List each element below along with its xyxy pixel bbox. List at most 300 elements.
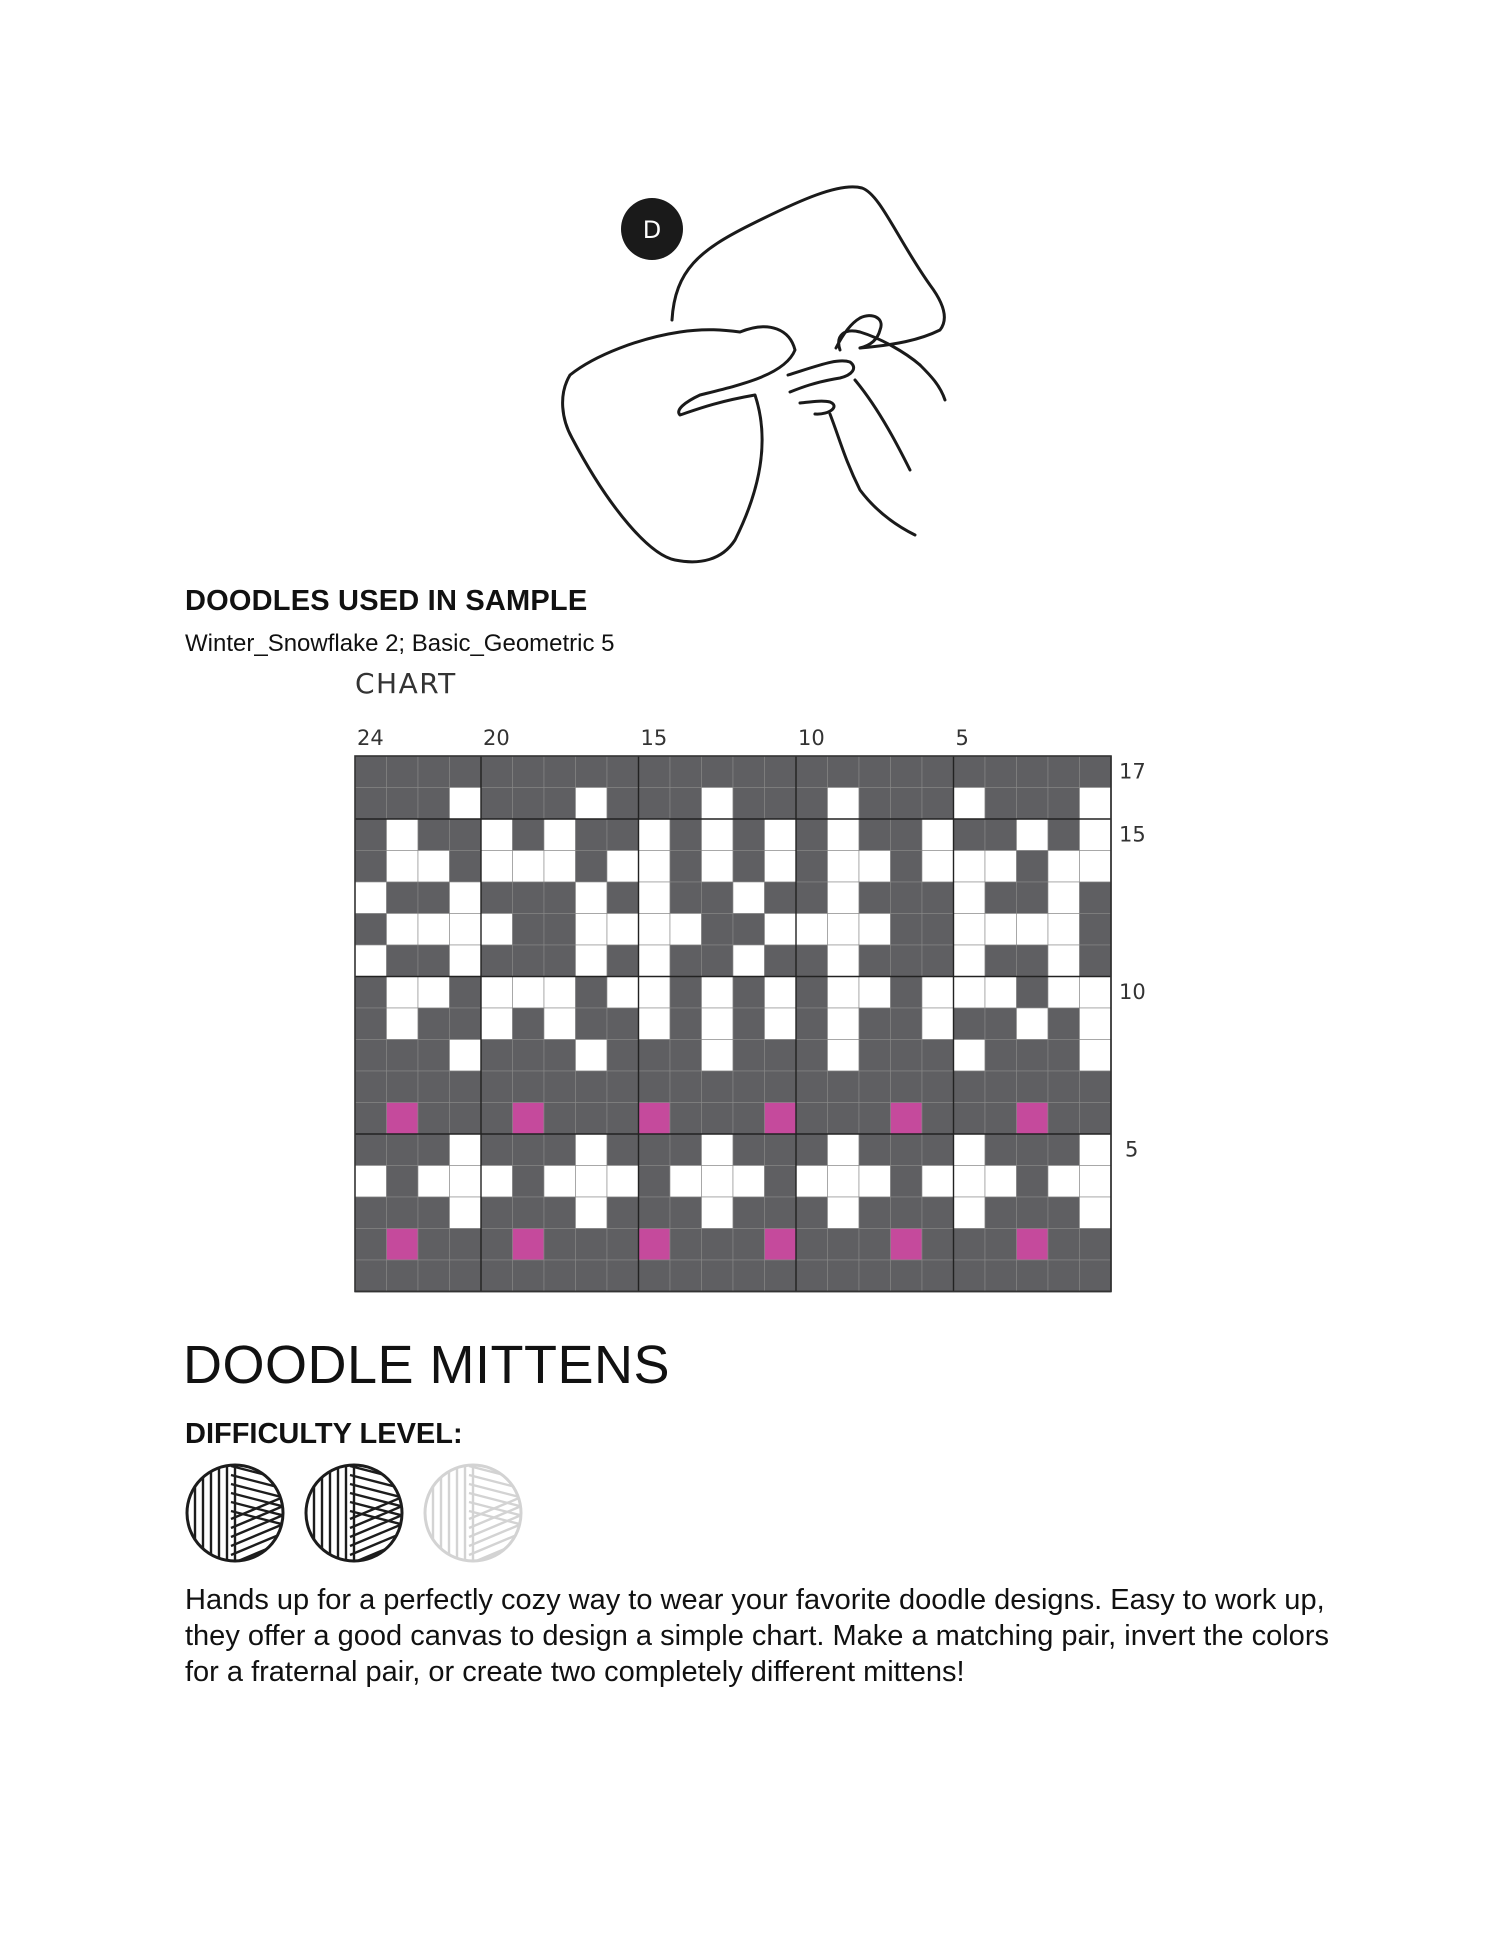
chart-cell [1048,1071,1080,1103]
chart-cell [481,1008,513,1040]
chart-cell [859,1197,891,1229]
chart-cell [481,1134,513,1166]
chart-cell [1017,1260,1049,1292]
chart-cell [859,914,891,946]
chart-cell [481,1103,513,1135]
chart-cell [481,756,513,788]
chart-cell [418,914,450,946]
chart-cell [765,1008,797,1040]
chart-cell [450,882,482,914]
chart-cell [985,882,1017,914]
chart-cell [702,882,734,914]
chart-cell [859,1229,891,1261]
chart-cell [576,1260,608,1292]
chart-cell [355,977,387,1009]
chart-cell [1080,1166,1112,1198]
chart-cell [450,1008,482,1040]
chart-cell [576,1166,608,1198]
chart-cell [450,1040,482,1072]
mitten-hand-illustration [500,170,1000,570]
chart-cell [513,1103,545,1135]
chart-cell [450,914,482,946]
chart-cell [513,977,545,1009]
chart-cell [513,1008,545,1040]
chart-cell [450,977,482,1009]
yarn-ball-filled-icon [187,1460,293,1564]
chart-cell [733,851,765,883]
chart-cell [576,914,608,946]
chart-cell [1080,1134,1112,1166]
chart-cell [1048,1229,1080,1261]
chart-cell [481,882,513,914]
chart-cell [513,882,545,914]
chart-cell [481,1166,513,1198]
chart-cell [670,1197,702,1229]
chart-cell [670,1103,702,1135]
chart-cell [765,1134,797,1166]
chart-cell [796,1260,828,1292]
chart-cell [387,1008,419,1040]
chart-cell [1080,788,1112,820]
chart-cell [1080,882,1112,914]
chart-cell [1017,819,1049,851]
chart-cell [670,1260,702,1292]
chart-cell [607,1008,639,1040]
chart-cell [355,1103,387,1135]
chart-cell [418,1229,450,1261]
chart-cell [481,1260,513,1292]
chart-row-label: 17 [1119,759,1146,784]
chart-cell [985,1166,1017,1198]
chart-cell [1017,1134,1049,1166]
chart-cell [670,945,702,977]
colorwork-chart [340,720,1200,1300]
chart-cell [1048,1103,1080,1135]
chart-cell [355,1040,387,1072]
chart-cell [702,788,734,820]
chart-cell [796,945,828,977]
chart-cell [1017,977,1049,1009]
chart-cell [985,1008,1017,1040]
chart-cell [387,1260,419,1292]
chart-cell [1080,1040,1112,1072]
chart-cell [387,1166,419,1198]
chart-cell [859,977,891,1009]
chart-cell [607,1071,639,1103]
chart-cell [733,756,765,788]
chart-cell [450,1071,482,1103]
chart-cell [891,1071,923,1103]
chart-cell [954,1008,986,1040]
chart-cell [670,1229,702,1261]
chart-cell [702,945,734,977]
chart-cell [828,977,860,1009]
chart-cell [796,1166,828,1198]
chart-cell [922,914,954,946]
chart-cell [954,1197,986,1229]
chart-cell [607,788,639,820]
chart-cell [985,914,1017,946]
chart-cell [922,1071,954,1103]
chart-cell [450,1229,482,1261]
chart-cell [922,851,954,883]
chart-cell [765,756,797,788]
chart-cell [639,1260,671,1292]
chart-cell [418,819,450,851]
chart-cell [418,756,450,788]
chart-cell [355,1197,387,1229]
chart-cell [828,945,860,977]
chart-cell [670,1008,702,1040]
chart-cell [922,1197,954,1229]
chart-cell [765,819,797,851]
chart-cell [702,1197,734,1229]
chart-cell [733,1040,765,1072]
chart-cell [639,851,671,883]
chart-cell [828,1260,860,1292]
chart-cell [733,1197,765,1229]
chart-cell [576,819,608,851]
chart-cell [733,1103,765,1135]
chart-cell [1017,1040,1049,1072]
chart-cell [922,1040,954,1072]
chart-cell [481,914,513,946]
chart-cell [544,851,576,883]
chart-cell [544,1071,576,1103]
chart-cell [891,1260,923,1292]
chart-cell [576,882,608,914]
chart-cell [891,1229,923,1261]
chart-cell [1048,1166,1080,1198]
chart-cell [922,788,954,820]
chart-cell [1048,1040,1080,1072]
chart-cell [544,1166,576,1198]
doodles-used-heading: DOODLES USED IN SAMPLE [185,585,588,617]
chart-cell [859,1260,891,1292]
chart-cell [639,945,671,977]
chart-cell [702,851,734,883]
chart-cell [607,1197,639,1229]
chart-cell [796,1008,828,1040]
pattern-title: DOODLE MITTENS [183,1335,671,1395]
chart-cell [544,1260,576,1292]
chart-cell [1080,945,1112,977]
chart-cell [387,1197,419,1229]
chart-cell [954,1134,986,1166]
chart-cell [702,1103,734,1135]
chart-cell [1017,945,1049,977]
chart-cell [828,1103,860,1135]
chart-cell [733,1134,765,1166]
chart-cell [891,1040,923,1072]
chart-cell [418,977,450,1009]
chart-cell [481,819,513,851]
chart-cell [1048,819,1080,851]
chart-cell [450,851,482,883]
chart-cell [639,1071,671,1103]
chart-cell [481,1071,513,1103]
chart-cell [891,977,923,1009]
chart-cell [639,1166,671,1198]
chart-cell [828,1040,860,1072]
chart-cell [1048,977,1080,1009]
chart-cell [607,819,639,851]
chart-cell [1080,756,1112,788]
chart-cell [733,1229,765,1261]
chart-cell [607,1103,639,1135]
chart-cell [1080,977,1112,1009]
chart-cell [639,1197,671,1229]
chart-cell [355,1229,387,1261]
chart-cell [702,1166,734,1198]
yarn-ball-empty-icon [425,1460,531,1564]
chart-cell [828,1134,860,1166]
chart-cell [859,756,891,788]
chart-cell [355,788,387,820]
chart-cell [450,1260,482,1292]
chart-cell [418,1040,450,1072]
chart-cell [576,1229,608,1261]
chart-cell [796,1103,828,1135]
chart-cell [859,788,891,820]
chart-cell [387,977,419,1009]
chart-cell [513,914,545,946]
chart-cell [733,1071,765,1103]
chart-cell [891,882,923,914]
pattern-description: Hands up for a perfectly cozy way to wear your favorite doodle designs. Easy to work up, they offer a good canvas to design a simple chart. Make a matching pair, invert the colors for a fraternal pair, or create two completely different mittens! [185,1584,1329,1688]
chart-cell [576,851,608,883]
chart-cell [387,1040,419,1072]
chart-cell [607,851,639,883]
chart-cell [765,1071,797,1103]
chart-cell [544,756,576,788]
chart-cell [702,977,734,1009]
chart-cell [796,914,828,946]
chart-cell [828,1229,860,1261]
chart-cell [702,819,734,851]
chart-cell [1080,819,1112,851]
chart-cell [355,882,387,914]
chart-cell [355,945,387,977]
chart-cell [355,819,387,851]
chart-cell [607,945,639,977]
chart-cell [1080,1071,1112,1103]
chart-cell [576,945,608,977]
chart-cell [859,945,891,977]
chart-cell [450,756,482,788]
chart-cell [1017,1229,1049,1261]
chart-cell [607,1040,639,1072]
chart-cell [891,1166,923,1198]
chart-cell [702,1008,734,1040]
chart-cell [891,788,923,820]
chart-cell [607,977,639,1009]
chart-cell [765,977,797,1009]
chart-cell [387,1134,419,1166]
chart-cell [513,945,545,977]
chart-cell [355,756,387,788]
chart-cell [891,945,923,977]
chart-cell [859,851,891,883]
chart-cell [922,945,954,977]
chart-cell [891,1197,923,1229]
chart-cell [513,788,545,820]
chart-cell [1048,914,1080,946]
chart-cell [544,914,576,946]
chart-cell [607,756,639,788]
chart-cell [481,851,513,883]
chart-cell [702,914,734,946]
chart-cell [450,1134,482,1166]
front-mitten-outline [563,327,795,562]
chart-row-label: 5 [1125,1137,1139,1162]
chart-cell [1048,1134,1080,1166]
chart-cell [954,851,986,883]
chart-cell [828,1166,860,1198]
chart-cell [1080,1103,1112,1135]
chart-cell [891,756,923,788]
chart-cell [513,1229,545,1261]
chart-cell [828,882,860,914]
chart-cell [418,1166,450,1198]
chart-cell [733,819,765,851]
yarn-ball-filled-icon [306,1460,412,1564]
chart-cell [859,882,891,914]
chart-cell [670,851,702,883]
chart-cell [387,819,419,851]
chart-cell [355,1260,387,1292]
chart-cell [733,1008,765,1040]
chart-cell [954,945,986,977]
chart-cell [355,914,387,946]
chart-cell [1017,851,1049,883]
chart-cell [922,1260,954,1292]
chart-cell [765,788,797,820]
chart-cell [576,1134,608,1166]
chart-cell [513,851,545,883]
chart-cell [1048,788,1080,820]
chart-cell [576,1197,608,1229]
chart-cell [1080,1229,1112,1261]
chart-cell [796,756,828,788]
chart-cell [513,1134,545,1166]
chart-cell [387,756,419,788]
chart-cell [985,1040,1017,1072]
chart-cell [891,851,923,883]
chart-cell [544,788,576,820]
chart-cell [1017,1008,1049,1040]
chart-cell [418,788,450,820]
chart-cell [1048,1008,1080,1040]
chart-cell [544,1229,576,1261]
chart-cell [387,1229,419,1261]
chart-cell [639,819,671,851]
chart-cell [607,914,639,946]
chart-cell [418,1071,450,1103]
chart-cell [1048,1260,1080,1292]
chart-cell [1048,851,1080,883]
chart-cell [922,1166,954,1198]
chart-cell [702,1260,734,1292]
chart-cell [387,914,419,946]
chart-cell [733,788,765,820]
hand-wrist [830,365,945,535]
chart-cell [639,1040,671,1072]
chart-cell [765,1040,797,1072]
chart-cell [796,1071,828,1103]
chart-cell [544,945,576,977]
chart-cell [985,977,1017,1009]
chart-cell [418,882,450,914]
chart-cell [355,1008,387,1040]
chart-cell [954,882,986,914]
chart-cell [828,756,860,788]
chart-cell [796,1040,828,1072]
chart-cell [702,1071,734,1103]
chart-cell [639,914,671,946]
chart-cell [670,1166,702,1198]
chart-cell [450,1197,482,1229]
chart-column-label: 20 [483,726,510,750]
chart-cell [450,1103,482,1135]
chart-column-label: 24 [357,726,384,750]
chart-cell [544,1134,576,1166]
chart-cell [891,819,923,851]
chart-cell [513,1197,545,1229]
chart-cell [544,977,576,1009]
chart-column-label: 5 [955,726,969,750]
chart-cell [733,945,765,977]
chart-cell [954,1103,986,1135]
chart-cell [544,1197,576,1229]
chart-cell [765,1197,797,1229]
chart-cell [733,1166,765,1198]
chart-cell [891,1103,923,1135]
chart-cell [1017,1197,1049,1229]
chart-cell [450,819,482,851]
chart-cell [513,756,545,788]
chart-cell [828,819,860,851]
chart-cell [985,945,1017,977]
chart-cell [418,1197,450,1229]
chart-cell [576,788,608,820]
chart-cell [1048,945,1080,977]
chart-cell [670,977,702,1009]
chart-cell [1080,1008,1112,1040]
chart-cell [670,788,702,820]
chart-cell [418,1008,450,1040]
chart-cell [796,819,828,851]
chart-cell [859,1008,891,1040]
chart-cell [670,819,702,851]
chart-cell [387,851,419,883]
chart-cell [859,819,891,851]
chart-cell [765,1166,797,1198]
chart-cell [607,1260,639,1292]
chart-cell [1080,1197,1112,1229]
chart-cell [796,1134,828,1166]
chart-cell [859,1071,891,1103]
chart-cell [387,788,419,820]
chart-cell [765,1103,797,1135]
back-mitten-outline [672,187,944,348]
chart-cell [481,1040,513,1072]
chart-cell [922,819,954,851]
chart-cell [702,1040,734,1072]
chart-cell [1017,914,1049,946]
chart-cell [796,977,828,1009]
chart-cell [607,1134,639,1166]
